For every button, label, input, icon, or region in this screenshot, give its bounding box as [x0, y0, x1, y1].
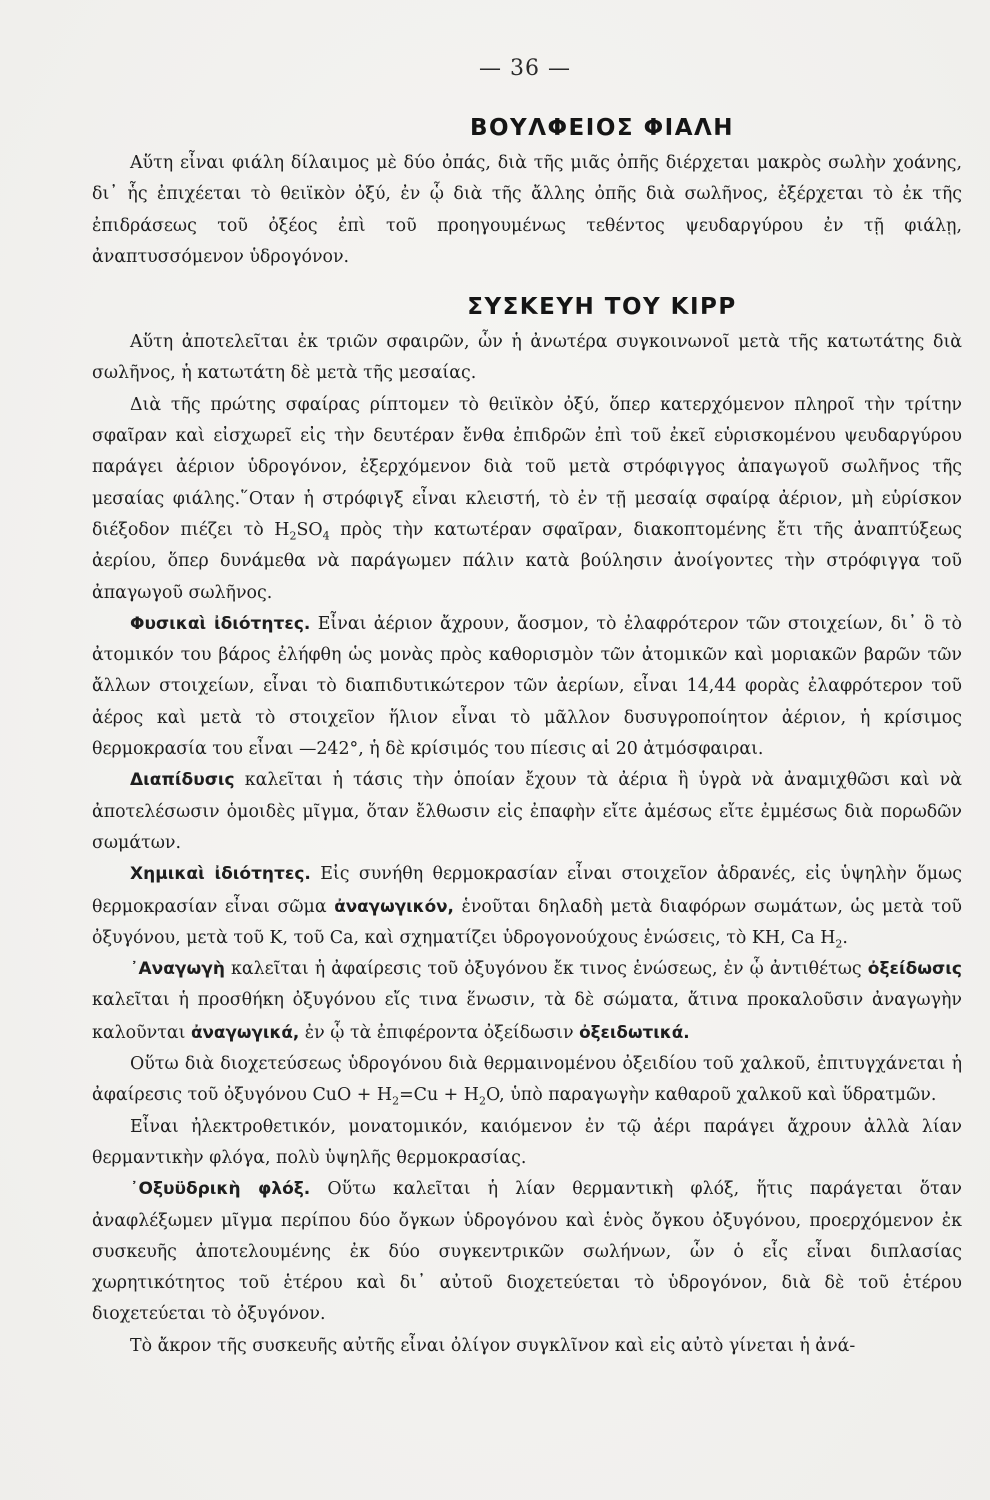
oxyhydrogen-flame-term: ᾿Οξυϋδρικὴ φλόξ.	[130, 1179, 311, 1200]
electropositive-paragraph: Εἶναι ἠλεκτροθετικόν, μονατομικόν, καιόμενον ἐν τῷ ἀέρι παράγει ἄχρουν ἀλλὰ λίαν θερμαντικὴν φλόγα, πολὺ ὑψηλῆς θερμοκρασίας.	[92, 1116, 962, 1168]
reducing-term: ἀναγωγικόν,	[334, 895, 454, 916]
kipp-operation-text-a: Διὰ τῆς πρώτης σφαίρας ρίπτομεν τὸ θειϊκὸν ὀξύ, ὅπερ κατερχόμενον πληροῖ τὴν τρίτην σφαῖραν καὶ εἰσχωρεῖ εἰς τὴν δευτέραν ἔνθα ἐπιδρῶν ἐπὶ τοῦ ἐκεῖ εὑρισκομένου ψευδαργύρου παράγει ἀέριον ὑδρογόνον, ἐξερχόμενον διὰ τοῦ μετὰ στρόφιγγος ἀπαγωγοῦ σωλῆνος τῆς μεσαίας φιάλης.῞Οταν ἡ στρόφιγξ εἶναι κλειστή, τὸ ἐν τῇ μεσαίᾳ σφαίρᾳ ἀέριον, μὴ εὑρίσκον διέξοδον πιέζει τὸ H	[92, 394, 962, 540]
oxidizing-agents-term: ὀξειδωτικά.	[579, 1021, 690, 1042]
chemical-properties-term: Χημικαὶ ἰδιότητες.	[130, 864, 311, 885]
physical-properties-text: Εἶναι ἀέριον ἄχρουν, ἄοσμον, τὸ ἐλαφρότερον τῶν στοιχείων, δι᾿ ὃ τὸ ἀτομικόν του βάρος ἐλήφθη ὡς μονὰς πρὸς καθορισμὸν τῶν ἀτομικῶν καὶ μοριακῶν βαρῶν τῶν ἄλλων στοιχείων, εἶναι τὸ διαπιδυτικώτερον τῶν ἀερίων, εἶναι 14,44 φορὰς ἐλαφρότερον τοῦ ἀέρος καὶ μετὰ τὸ στοιχεῖον ἥλιον εἶναι τὸ μᾶλλον δυσυγροποίητον ἀέριον, ἡ κρίσιμος θερμοκρασία του εἶναι —242°, ἡ δὲ κρίσιμός του πίεσις αἱ 20 ἀτμόσφαιραι.	[92, 613, 962, 760]
reduction-text-c: ἐν ᾧ τὰ ἐπιφέροντα ὀξείδωσιν	[299, 1022, 580, 1043]
kipp-operation-text-b: πρὸς τὴν κατωτέραν σφαῖραν, διακοπτομένης ἔτι τῆς ἀναπτύξεως ἀερίου, ὅπερ δυνάμεθα νὰ παράγωμεν πάλιν κατὰ βούλησιν ἀνοίγοντες τὴν στρόφιγγα τοῦ ἀπαγωγοῦ σωλῆνος.	[92, 519, 962, 603]
physical-properties-paragraph	[92, 609, 962, 765]
final-paragraph: Τὸ ἄκρον τῆς συσκευῆς αὐτῆς εἶναι ὀλίγον συγκλῖνον καὶ εἰς αὐτὸ γίνεται ἡ ἀνά-	[130, 1335, 856, 1356]
chemical-properties-paragraph	[92, 859, 962, 954]
reducing-agents-term: ἀναγωγικά,	[190, 1021, 300, 1042]
diffusion-text: καλεῖται ἡ τάσις τὴν ὁποίαν ἔχουν τὰ ἀέρια ἢ ὑγρὰ νὰ ἀναμιχθῶσι καὶ νὰ ἀποτελέσωσιν ὁμοιδὲς μῖγμα, ὅταν ἔλθωσιν εἰς ἐπαφὴν εἴτε ἀμέσως εἴτε ἐμμέσως διὰ πορωδῶν σωμάτων.	[92, 770, 962, 853]
copper-text-b: =Cu + H	[399, 1085, 479, 1106]
page-number: — 36 —	[479, 56, 571, 81]
subscript-2: 2	[478, 1094, 486, 1108]
oxyhydrogen-flame-text: Οὕτω καλεῖται ἡ λίαν θερμαντικὴ φλόξ, ἥτις παράγεται ὅταν ἀναφλέξωμεν μῖγμα περίπου δύο ὄγκων ὑδρογόνου καὶ ἑνὸς ὄγκου ὀξυγόνου, προερχόμενον ἐκ συσκευῆς ἀποτελουμένης ἐκ δύο συγκεντρικῶν σωλήνων, ὧν ὁ εἷς εἶναι διπλασίας χωρητικότητος τοῦ ἑτέρου καὶ δι᾿ αὐτοῦ διοχετεύεται τὸ ὑδρογόνον, διὰ δὲ τοῦ ἑτέρου διοχετεύεται τὸ ὀξυγόνον.	[92, 1179, 962, 1325]
chemical-text-a: Εἰς συνήθη θερμοκρασίαν εἶναι στοιχεῖον ἀδρανές, εἰς ὑψηλὴν ὅμως θερμοκρασίαν εἶναι σῶμα	[92, 864, 962, 917]
subscript-2: 2	[835, 937, 843, 951]
copper-oxide-paragraph	[92, 1049, 962, 1112]
kipp-apparatus-heading: ΣΥΣΚΕΥΗ ΤΟΥ ΚΙΡΡ	[467, 294, 737, 321]
reduction-term: ᾿Αναγωγὴ	[130, 959, 225, 980]
subscript-2: 2	[289, 529, 297, 543]
reduction-paragraph	[92, 954, 962, 1049]
copper-text-a: Οὕτω διὰ διοχετεύσεως ὑδρογόνου διὰ θερμαινομένου ὀξειδίου τοῦ χαλκοῦ, ἐπιτυγχάνεται ἡ ἀφαίρεσις τοῦ ὀξυγόνου CuO + H	[92, 1054, 962, 1106]
physical-properties-term: Φυσικαὶ ἰδιότητες.	[130, 613, 311, 634]
kipp-operation-paragraph	[92, 390, 962, 609]
woulff-bottle-paragraph: Αὕτη εἶναι φιάλη δίλαιμος μὲ δύο ὀπάς, διὰ τῆς μιᾶς ὀπῆς διέρχεται μακρὸς σωλὴν χοάνης, δι᾿ ἧς ἐπιχέεται τὸ θειϊκὸν ὀξύ, ἐν ᾧ διὰ τῆς ἄλλης ὀπῆς διὰ σωλῆνος, ἐξέρχεται τὸ ἐκ τῆς ἐπιδράσεως τοῦ ὀξέος ἐπὶ τοῦ προηγουμένως τεθέντος ψευδαργύρου ἐν τῇ φιάλῃ, ἀναπτυσσόμενον ὑδρογόνον.	[92, 153, 962, 267]
chemical-text-b: ἑνοῦται δηλαδὴ μετὰ διαφόρων σωμάτων, ὡς μετὰ τοῦ ὀξυγόνου, μετὰ τοῦ K, τοῦ Ca, καὶ σχηματίζει ὑδρογονούχους ἑνώσεις, τὸ KH, Ca H	[92, 896, 962, 948]
woulff-bottle-heading: ΒΟΥΛΦΕΙΟΣ ΦΙΑΛΗ	[469, 115, 735, 141]
subscript-2: 2	[392, 1094, 400, 1108]
diffusion-paragraph	[92, 765, 962, 859]
copper-text-c: O, ὑπὸ παραγωγὴν καθαροῦ χαλκοῦ καὶ ὕδρατμῶν.	[485, 1085, 937, 1106]
page-content	[92, 108, 962, 1362]
oxyhydrogen-flame-paragraph	[92, 1174, 962, 1330]
subscript-4: 4	[322, 529, 330, 543]
formula-so: SO	[296, 519, 323, 540]
reduction-text-b: καλεῖται ἡ προσθήκη ὀξυγόνου εἴς τινα ἕνωσιν, τὰ δὲ σώματα, ἅτινα προκαλοῦσιν ἀναγωγὴν καλοῦνται	[92, 990, 962, 1043]
chemical-end: .	[842, 927, 848, 948]
kipp-description-paragraph: Αὕτη ἀποτελεῖται ἐκ τριῶν σφαιρῶν, ὧν ἡ ἀνωτέρα συγκοινωνοῖ μετὰ τῆς κατωτάτης διὰ σωλῆνος, ἡ κατωτάτη δὲ μετὰ τῆς μεσαίας.	[92, 332, 962, 384]
oxidation-term: ὀξείδωσις	[867, 959, 962, 980]
diffusion-term: Διαπίδυσις	[130, 770, 235, 791]
reduction-text-a: καλεῖται ἡ ἀφαίρεσις τοῦ ὀξυγόνου ἔκ τινος ἑνώσεως, ἐν ᾧ ἀντιθέτως	[224, 959, 868, 980]
